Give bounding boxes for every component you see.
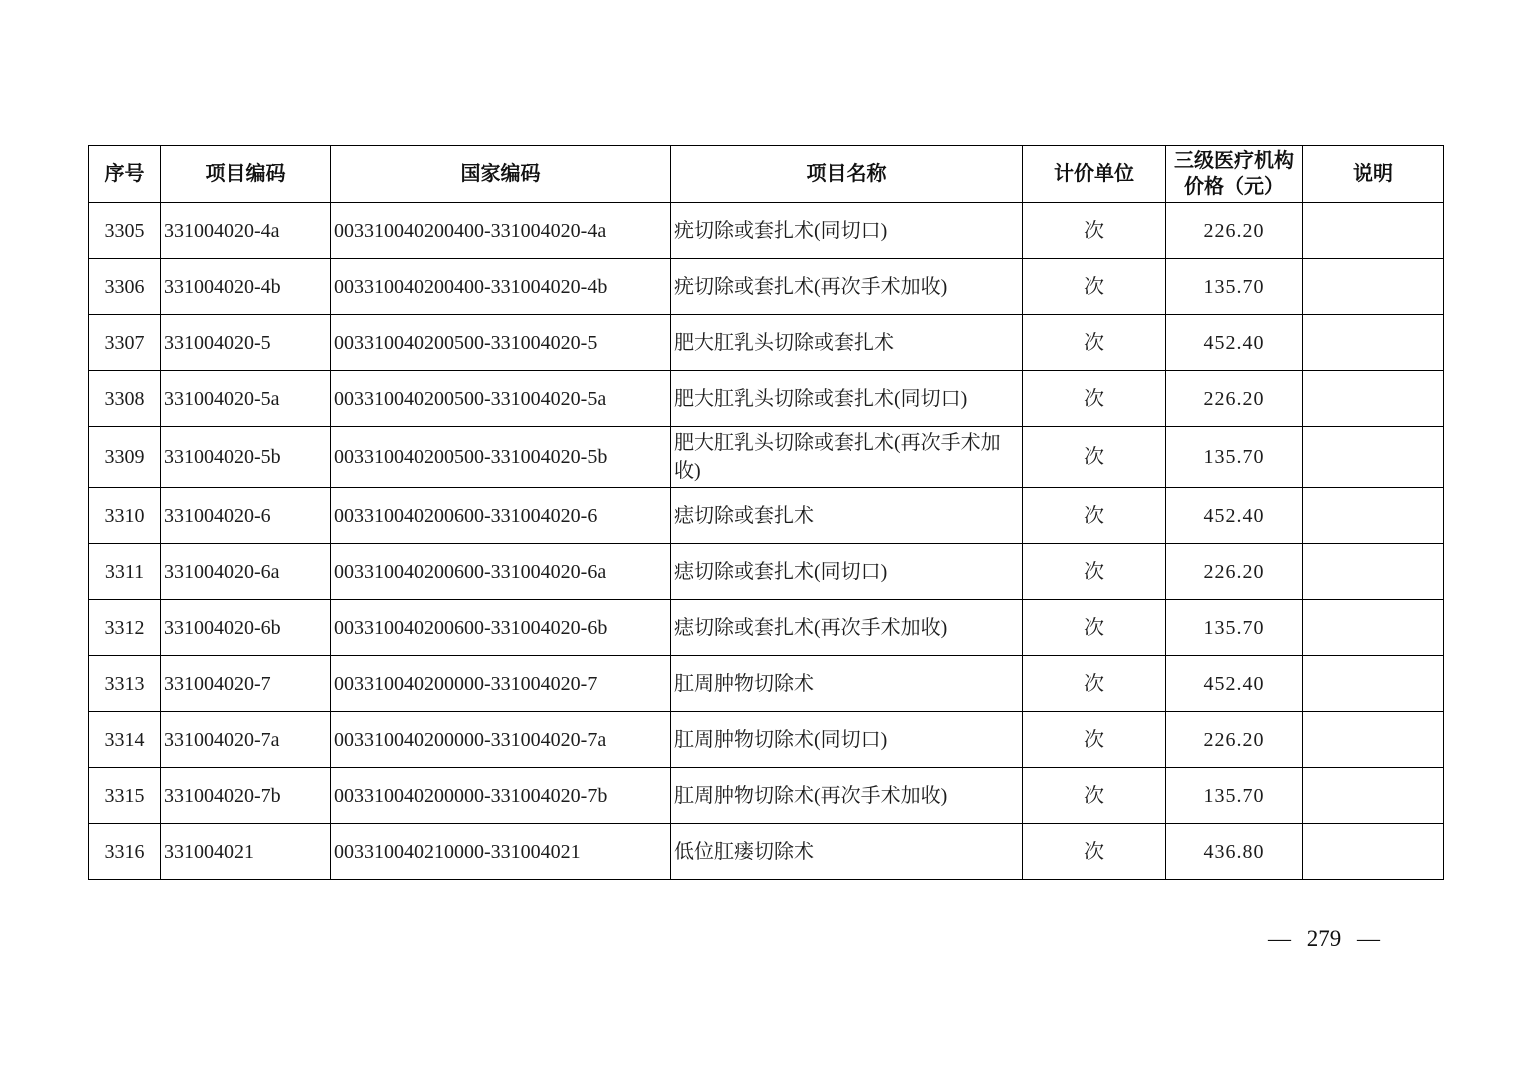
national-code-cell: 003310040200500-331004020-5 (331, 315, 671, 371)
col-header-note: 说明 (1303, 146, 1444, 203)
item-name-cell: 肛周肿物切除术(再次手术加收) (671, 768, 1023, 824)
item-code-cell: 331004020-7a (161, 712, 331, 768)
item-code-cell: 331004020-6b (161, 600, 331, 656)
price-cell: 135.70 (1166, 768, 1303, 824)
col-header-national-code: 国家编码 (331, 146, 671, 203)
note-cell (1303, 488, 1444, 544)
item-code-cell: 331004020-5 (161, 315, 331, 371)
unit-cell: 次 (1023, 768, 1166, 824)
price-cell: 226.20 (1166, 203, 1303, 259)
unit-cell: 次 (1023, 600, 1166, 656)
item-name-cell: 疣切除或套扎术(再次手术加收) (671, 259, 1023, 315)
row-index-cell: 3311 (89, 544, 161, 600)
unit-cell: 次 (1023, 656, 1166, 712)
item-name-cell: 肥大肛乳头切除或套扎术 (671, 315, 1023, 371)
unit-cell: 次 (1023, 203, 1166, 259)
national-code-cell: 003310040200500-331004020-5a (331, 371, 671, 427)
note-cell (1303, 259, 1444, 315)
table-row (89, 600, 1444, 656)
row-index-cell: 3308 (89, 371, 161, 427)
note-cell (1303, 712, 1444, 768)
table-row (89, 315, 1444, 371)
item-name-cell: 痣切除或套扎术(同切口) (671, 544, 1023, 600)
national-code-cell: 003310040210000-331004021 (331, 824, 671, 880)
table-row (89, 544, 1444, 600)
col-header-item-code: 项目编码 (161, 146, 331, 203)
row-index-cell: 3307 (89, 315, 161, 371)
table-row (89, 712, 1444, 768)
table-row (89, 768, 1444, 824)
note-cell (1303, 544, 1444, 600)
col-header-unit: 计价单位 (1023, 146, 1166, 203)
unit-cell: 次 (1023, 315, 1166, 371)
item-name-cell: 肛周肿物切除术 (671, 656, 1023, 712)
item-name-cell: 痣切除或套扎术 (671, 488, 1023, 544)
national-code-cell: 003310040200600-331004020-6b (331, 600, 671, 656)
item-name-cell: 低位肛瘘切除术 (671, 824, 1023, 880)
row-index-cell: 3313 (89, 656, 161, 712)
note-cell (1303, 203, 1444, 259)
item-name-cell: 肛周肿物切除术(同切口) (671, 712, 1023, 768)
unit-cell: 次 (1023, 712, 1166, 768)
note-cell (1303, 600, 1444, 656)
row-index-cell: 3309 (89, 427, 161, 488)
item-code-cell: 331004020-6 (161, 488, 331, 544)
row-index-cell: 3310 (89, 488, 161, 544)
item-name-cell: 肥大肛乳头切除或套扎术(再次手术加收) (671, 427, 1023, 488)
price-cell: 452.40 (1166, 488, 1303, 544)
item-code-cell: 331004020-7 (161, 656, 331, 712)
price-cell: 135.70 (1166, 600, 1303, 656)
price-cell: 135.70 (1166, 259, 1303, 315)
unit-cell: 次 (1023, 259, 1166, 315)
col-header-item-name: 项目名称 (671, 146, 1023, 203)
row-index-cell: 3305 (89, 203, 161, 259)
col-header-index: 序号 (89, 146, 161, 203)
page-number: — 279 — (1268, 926, 1380, 951)
unit-cell: 次 (1023, 824, 1166, 880)
item-code-cell: 331004020-5a (161, 371, 331, 427)
national-code-cell: 003310040200000-331004020-7 (331, 656, 671, 712)
price-cell: 226.20 (1166, 712, 1303, 768)
item-code-cell: 331004020-4a (161, 203, 331, 259)
price-cell: 226.20 (1166, 544, 1303, 600)
price-cell: 226.20 (1166, 371, 1303, 427)
medical-price-table (88, 145, 1444, 880)
item-code-cell: 331004020-5b (161, 427, 331, 488)
price-cell: 452.40 (1166, 656, 1303, 712)
table-row (89, 427, 1444, 488)
item-code-cell: 331004020-7b (161, 768, 331, 824)
national-code-cell: 003310040200000-331004020-7b (331, 768, 671, 824)
note-cell (1303, 371, 1444, 427)
unit-cell: 次 (1023, 544, 1166, 600)
price-cell: 436.80 (1166, 824, 1303, 880)
note-cell (1303, 768, 1444, 824)
row-index-cell: 3316 (89, 824, 161, 880)
price-cell: 135.70 (1166, 427, 1303, 488)
table-row (89, 259, 1444, 315)
national-code-cell: 003310040200000-331004020-7a (331, 712, 671, 768)
row-index-cell: 3306 (89, 259, 161, 315)
note-cell (1303, 315, 1444, 371)
table-row (89, 824, 1444, 880)
note-cell (1303, 824, 1444, 880)
national-code-cell: 003310040200400-331004020-4b (331, 259, 671, 315)
header-row (89, 146, 1444, 203)
price-cell: 452.40 (1166, 315, 1303, 371)
table-row (89, 656, 1444, 712)
national-code-cell: 003310040200600-331004020-6 (331, 488, 671, 544)
table-row (89, 371, 1444, 427)
item-code-cell: 331004020-4b (161, 259, 331, 315)
table-row (89, 488, 1444, 544)
item-name-cell: 痣切除或套扎术(再次手术加收) (671, 600, 1023, 656)
item-name-cell: 疣切除或套扎术(同切口) (671, 203, 1023, 259)
unit-cell: 次 (1023, 427, 1166, 488)
row-index-cell: 3315 (89, 768, 161, 824)
unit-cell: 次 (1023, 488, 1166, 544)
unit-cell: 次 (1023, 371, 1166, 427)
national-code-cell: 003310040200600-331004020-6a (331, 544, 671, 600)
item-name-cell: 肥大肛乳头切除或套扎术(同切口) (671, 371, 1023, 427)
note-cell (1303, 656, 1444, 712)
item-code-cell: 331004020-6a (161, 544, 331, 600)
table-row (89, 203, 1444, 259)
national-code-cell: 003310040200500-331004020-5b (331, 427, 671, 488)
national-code-cell: 003310040200400-331004020-4a (331, 203, 671, 259)
row-index-cell: 3314 (89, 712, 161, 768)
note-cell (1303, 427, 1444, 488)
row-index-cell: 3312 (89, 600, 161, 656)
col-header-price: 三级医疗机构价格（元） (1166, 146, 1303, 203)
item-code-cell: 331004021 (161, 824, 331, 880)
